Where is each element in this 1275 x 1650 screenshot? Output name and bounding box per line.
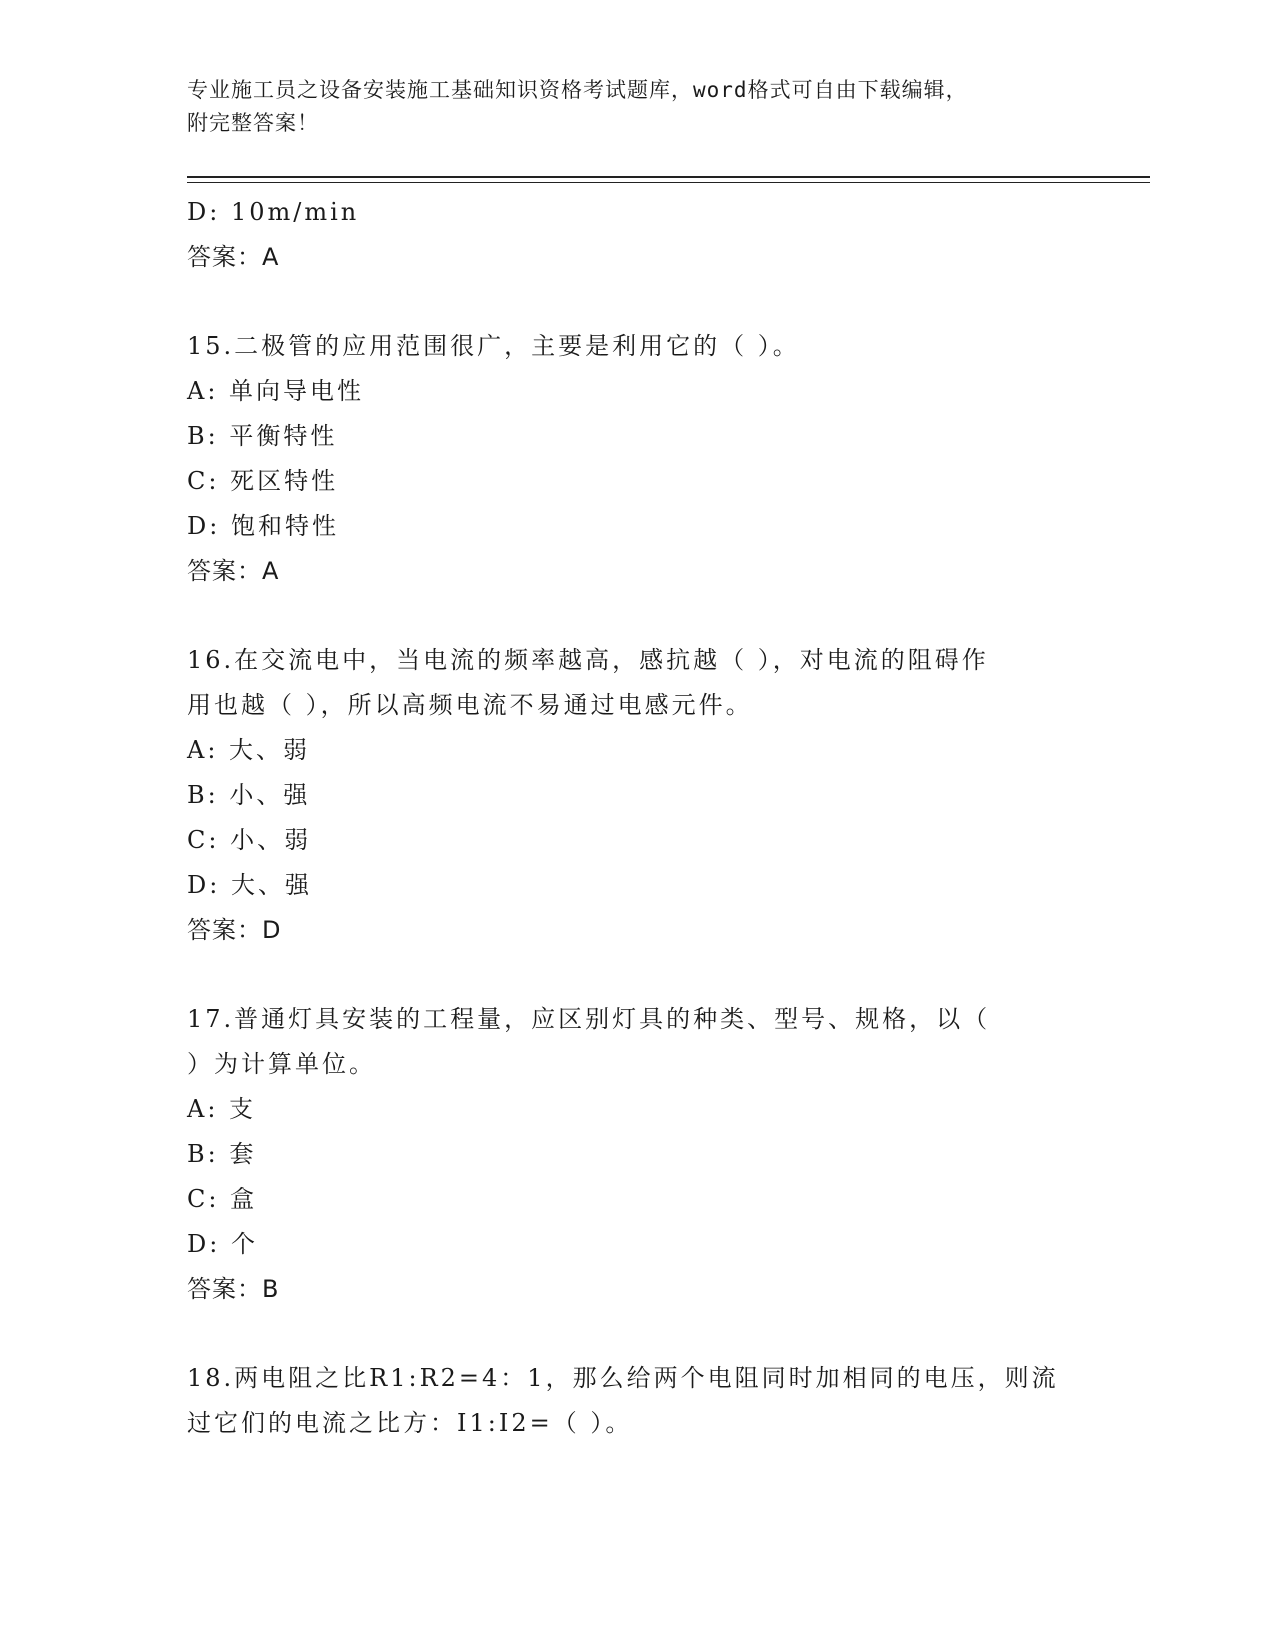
option-c: C: 小、弱: [187, 826, 312, 854]
option-c: C: 死区特性: [187, 467, 339, 495]
option-d: D: 大、强: [187, 871, 312, 899]
question-stem-continued: ）为计算单位。: [187, 1050, 376, 1078]
option-a: A: 大、弱: [187, 736, 311, 764]
spacer: [187, 1312, 1087, 1356]
header-line-2: 附完整答案！: [187, 111, 319, 135]
option-a: A: 单向导电性: [187, 377, 365, 405]
answer-line: 答案：D: [187, 916, 282, 944]
option-d: D: 个: [187, 1230, 258, 1258]
spacer: [187, 953, 1087, 997]
answer-line: 答案：B: [187, 1275, 280, 1303]
question-stem: 15.二极管的应用范围很广，主要是利用它的（ ）。: [187, 332, 800, 360]
question-15: [187, 324, 1087, 594]
question-stem: 17.普通灯具安装的工程量，应区别灯具的种类、型号、规格，以（: [187, 1005, 991, 1033]
spacer: [187, 280, 1087, 324]
option-b: B: 平衡特性: [187, 422, 338, 450]
spacer: [187, 594, 1087, 638]
question-content: [187, 190, 1087, 1446]
option-a: A: 支: [187, 1095, 257, 1123]
question-18: [187, 1356, 1087, 1446]
answer-line: 答案：A: [187, 243, 280, 271]
previous-question-tail: [187, 190, 1087, 280]
option-b: B: 小、强: [187, 781, 311, 809]
question-16: [187, 638, 1087, 953]
option-b: B: 套: [187, 1140, 257, 1168]
answer-line: 答案：A: [187, 557, 280, 585]
question-stem-continued: 过它们的电流之比方：I1:I2=（ ）。: [187, 1409, 633, 1437]
option-d: D: 饱和特性: [187, 512, 339, 540]
question-stem-continued: 用也越（ ），所以高频电流不易通过电感元件。: [187, 691, 753, 719]
question-17: [187, 997, 1087, 1312]
option-d: D: 10m/min: [187, 198, 360, 226]
page-header: [187, 74, 1087, 140]
header-line-1: 专业施工员之设备安装施工基础知识资格考试题库，word格式可自由下载编辑，: [187, 78, 968, 102]
header-divider-thick: [187, 176, 1150, 178]
option-c: C: 盒: [187, 1185, 258, 1213]
header-divider-thin: [187, 182, 1150, 183]
question-stem: 16.在交流电中，当电流的频率越高，感抗越（ ），对电流的阻碍作: [187, 646, 989, 674]
question-stem: 18.两电阻之比R1:R2=4：1，那么给两个电阻同时加相同的电压，则流: [187, 1364, 1059, 1392]
